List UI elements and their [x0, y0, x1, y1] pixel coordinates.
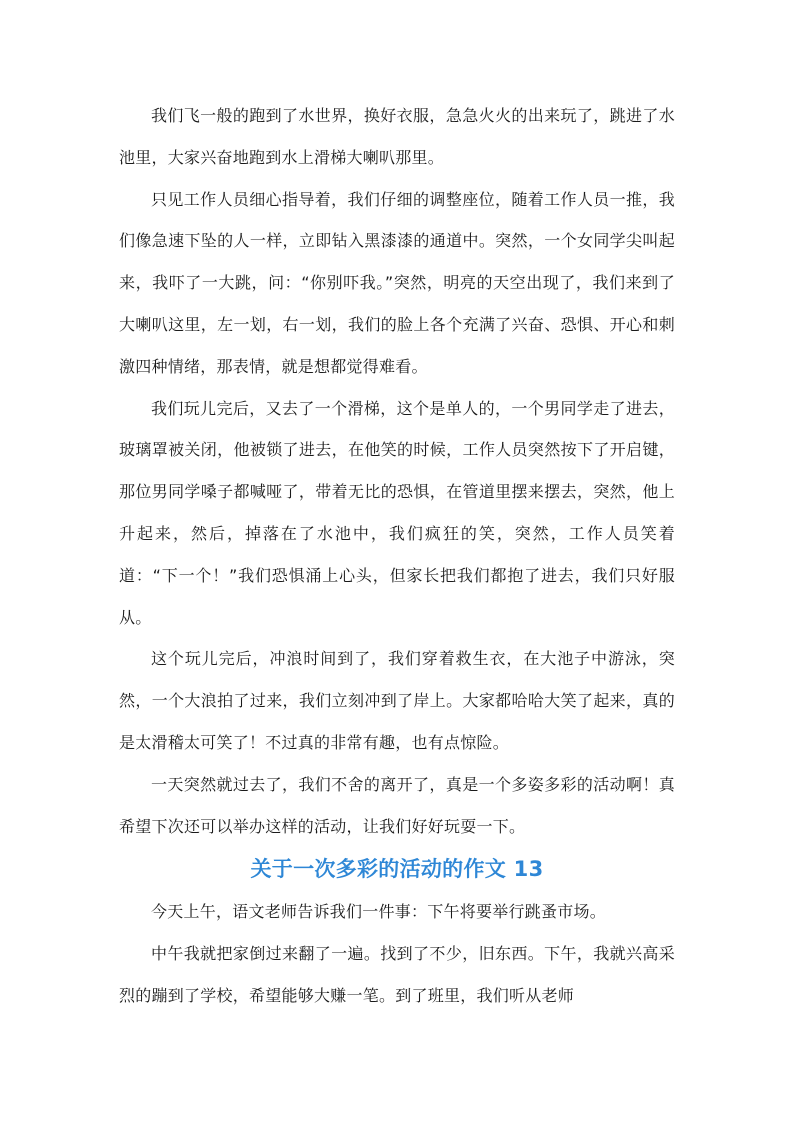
essay-heading: 关于一次多彩的活动的作文 13 — [250, 857, 544, 882]
paragraph-slide-big-horn: 只见工作人员细心指导着，我们仔细的调整座位，随着工作人员一推，我们像急速下坠的人一样，立即钻入黑漆漆的通道中。突然，一个女同学尖叫起来，我吓了一大跳，问：“你别吓我。”突然，明亮的天空出现了，我们来到了大喇叭这里，左一划，右一划，我们的脸上各个充满了兴奋、恐惧、开心和刺激四种情绪，那表情，就是想都觉得难看。 — [119, 189, 675, 376]
document-body — [119, 95, 675, 1017]
paragraph-flea-market-prep: 中午我就把家倒过来翻了一遍。找到了不少，旧东西。下午，我就兴高采烈的蹦到了学校，希望能够大赚一笔。到了班里，我们听从老师 — [119, 944, 675, 1005]
paragraph-day-end: 一天突然就过去了，我们不舍的离开了，真是一个多姿多彩的活动啊！真希望下次还可以举办这样的活动，让我们好好玩耍一下。 — [119, 774, 675, 836]
paragraph-surfing: 这个玩儿完后，冲浪时间到了，我们穿着救生衣，在大池子中游泳，突然，一个大浪拍了过来，我们立刻冲到了岸上。大家都哈哈大笑了起来，真的是太滑稽太可笑了！不过真的非常有趣，也有点惊险。 — [119, 649, 675, 752]
paragraph-single-slide: 我们玩儿完后，又去了一个滑梯，这个是单人的，一个男同学走了进去，玻璃罩被关闭，他被锁了进去，在他笑的时候，工作人员突然按下了开启键，那位男同学嗓子都喊哑了，带着无比的恐惧，在管道里摆来摆去，突然，他上升起来，然后，掉落在了水池中，我们疯狂的笑，突然，工作人员笑着道：“下一个！”我们恐惧涌上心头，但家长把我们都抱了进去，我们只好服从。 — [119, 398, 675, 627]
paragraph-water-world: 我们飞一般的跑到了水世界，换好衣服，急急火火的出来玩了，跳进了水池里，大家兴奋地跑到水上滑梯大喇叭那里。 — [119, 106, 675, 167]
paragraph-flea-market-intro: 今天上午，语文老师告诉我们一件事：下午将要举行跳蚤市场。 — [151, 902, 607, 922]
